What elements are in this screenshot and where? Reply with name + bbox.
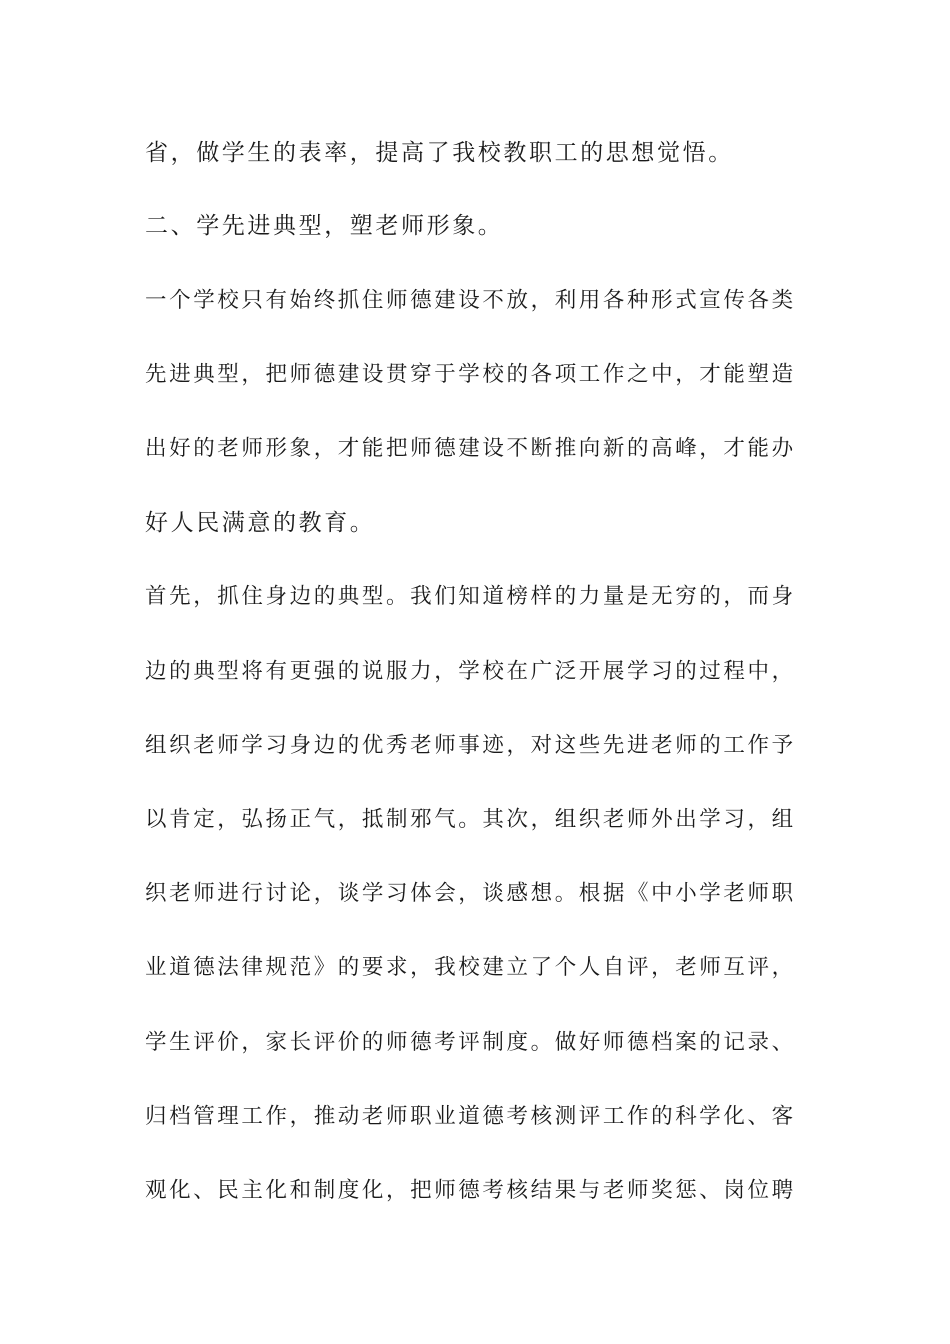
- text-line: 出好的老师形象，才能把师德建设不断推向新的高峰，才能办: [145, 436, 796, 461]
- text-line: 先进典型，把师德建设贯穿于学校的各项工作之中，才能塑造: [145, 362, 796, 387]
- text-line: 首先，抓住身边的典型。我们知道榜样的力量是无穷的，而身: [145, 584, 796, 609]
- text-line: 学生评价，家长评价的师德考评制度。做好师德档案的记录、: [145, 1030, 796, 1055]
- text-line: 好人民满意的教育。: [145, 510, 376, 536]
- text-line: 观化、民主化和制度化，把师德考核结果与老师奖惩、岗位聘: [145, 1178, 796, 1203]
- text-line: 一个学校只有始终抓住师德建设不放，利用各种形式宣传各类: [145, 288, 796, 313]
- text-line: 织老师进行讨论，谈学习体会，谈感想。根据《中小学老师职: [145, 881, 796, 906]
- text-line: 组织老师学习身边的优秀老师事迹，对这些先进老师的工作予: [145, 733, 796, 758]
- text-line: 省，做学生的表率，提高了我校教职工的思想觉悟。: [145, 140, 734, 166]
- text-line: 边的典型将有更强的说服力，学校在广泛开展学习的过程中，: [145, 659, 796, 684]
- text-line: 业道德法律规范》的要求，我校建立了个人自评，老师互评，: [145, 955, 796, 980]
- text-line: 归档管理工作，推动老师职业道德考核测评工作的科学化、客: [145, 1104, 796, 1129]
- section-heading: 二、学先进典型，塑老师形象。: [145, 213, 504, 239]
- text-line: 以肯定，弘扬正气，抵制邪气。其次，组织老师外出学习，组: [145, 807, 796, 832]
